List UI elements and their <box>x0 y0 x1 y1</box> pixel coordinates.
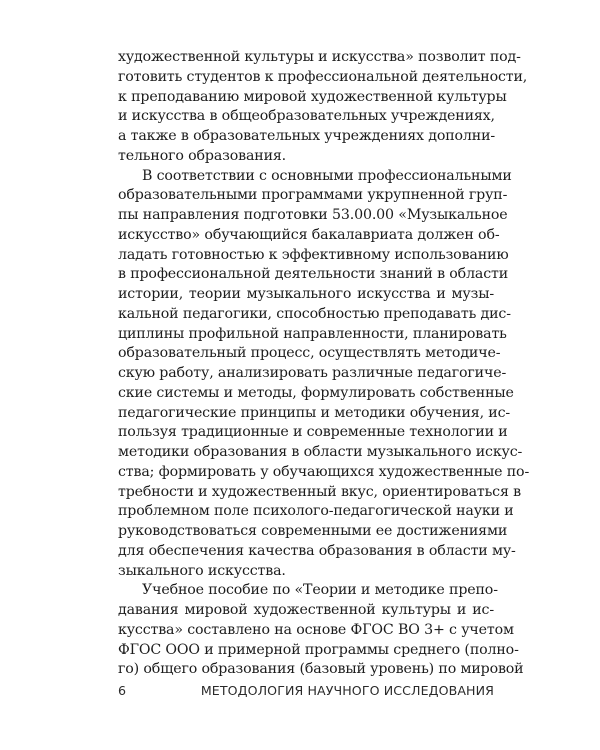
paragraph-3 <box>118 581 524 680</box>
paragraph-2 <box>118 167 530 582</box>
text-line: образовательный процесс, осуществлять методиче- <box>118 345 501 362</box>
text-line: художественной культуры и искусства» позволит под- <box>118 49 521 65</box>
text-line: проблемном поле психолого-педагогической науки и <box>118 503 514 520</box>
text-line: скую работу, анализировать различные педагогиче- <box>118 365 507 381</box>
text-line: руководствоваться современными ее достижениями <box>118 523 508 539</box>
text-line: ладать готовностью к эффективному использованию <box>118 246 509 263</box>
text-line: для обеспечения качества образования в области му- <box>118 542 516 559</box>
text-line: Учебное пособие по «Теории и методике препо- <box>142 582 498 599</box>
text-line: методики образования в области музыкального искус- <box>118 444 523 460</box>
text-line: кальной педагогики, способностью преподавать дис- <box>118 305 511 322</box>
text-line: истории, теории музыкального искусства и музы- <box>118 286 494 302</box>
text-line: кусства» составлено на основе ФГОС ВО 3+ с учетом <box>118 621 514 638</box>
text-line: педагогические принципы и методики обучения, ис- <box>118 404 511 421</box>
text-line: в профессиональной деятельности знаний в области <box>118 266 509 283</box>
page-footer <box>118 683 494 701</box>
text-line: требности и художественный вкус, ориентироваться в <box>118 483 521 500</box>
text-line: зыкального искусства. <box>118 562 286 579</box>
text-line: пы направления подготовки 53.00.00 «Музыкальное <box>118 207 508 223</box>
text-line: к преподаванию мировой художественной культуры <box>118 88 507 105</box>
text-line: давания мировой художественной культуры и ис- <box>118 602 494 618</box>
page-number: 6 <box>118 683 127 698</box>
text-line: пользуя традиционные и современные технологии и <box>118 424 508 441</box>
text-line: а также в образовательных учреждениях дополни- <box>118 128 496 144</box>
text-line: искусство» обучающийся бакалавриата должен об- <box>118 226 500 243</box>
text-line: и искусства в общеобразовательных учреждениях, <box>118 108 495 125</box>
text-line: ФГОС ООО и примерной программы среднего (полно- <box>118 641 519 658</box>
text-line: циплины профильной направленности, планировать <box>118 325 507 342</box>
text-line: готовить студентов к профессиональной деятельности, <box>118 68 528 85</box>
paragraph-1 <box>118 48 528 167</box>
text-line: ские системы и методы, формулировать собственные <box>118 384 514 401</box>
running-head: МЕТОДОЛОГИЯ НАУЧНОГО ИССЛЕДОВАНИЯ <box>200 683 494 698</box>
text-line: го) общего образования (базовый уровень) по мировой <box>118 661 524 678</box>
text-line: В соответствии с основными профессиональными <box>142 167 512 184</box>
text-line: ства; формировать у обучающихся художественные по- <box>118 463 530 480</box>
text-line: образовательными программами укрупненной груп- <box>118 187 508 204</box>
text-line: тельного образования. <box>118 147 287 164</box>
body-text <box>118 48 530 680</box>
